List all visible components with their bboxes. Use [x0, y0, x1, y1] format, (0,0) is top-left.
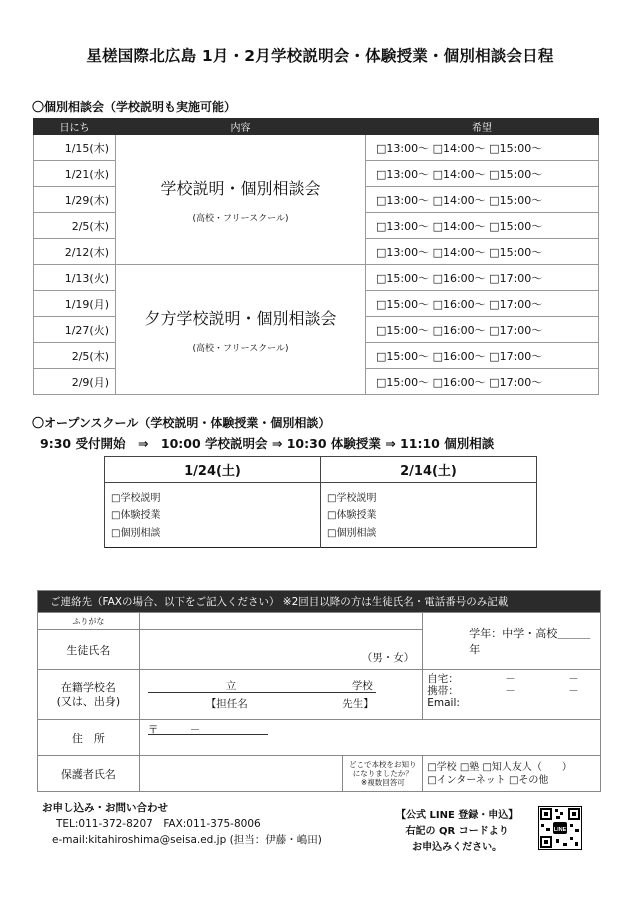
- address-field[interactable]: [139, 720, 600, 756]
- open-school-flow: 9:30 受付開始 ⇒ 10:00 学校説明会 ⇒ 10:30 体験授業 ⇒ 11:10 個別相談: [40, 436, 495, 451]
- session-date: 2/9(月): [34, 369, 116, 395]
- page-title: 星槎国際北広島 1月・2月学校説明会・体験授業・個別相談会日程: [86, 47, 554, 65]
- time-slot-checkboxes[interactable]: □13:00～ □14:00～ □15:00～: [366, 161, 599, 187]
- contact-info: [42, 800, 322, 848]
- session-date: 1/27(火): [34, 317, 116, 343]
- time-slot-checkboxes[interactable]: □13:00～ □14:00～ □15:00～: [366, 239, 599, 265]
- open-school-table: [104, 456, 537, 548]
- guardian-name-label: 保護者氏名: [38, 756, 140, 792]
- time-slot-checkboxes[interactable]: □15:00～ □16:00～ □17:00～: [366, 265, 599, 291]
- furigana-label: ふりがな: [38, 613, 140, 630]
- contact-email[interactable]: e-mail:kitahiroshima@seisa.ed.jp (担当：伊藤・嶋田): [52, 834, 322, 846]
- referral-options-line2: □インターネット □その他: [427, 774, 549, 786]
- school-name-label-line2: (又は、出身): [56, 694, 121, 708]
- referral-question-line2: になりましたか？: [352, 769, 413, 778]
- option-consultation[interactable]: □個別相談: [321, 523, 537, 547]
- consultation-schedule-table: [33, 118, 599, 395]
- time-slot-checkboxes[interactable]: □15:00～ □16:00～ □17:00～: [366, 369, 599, 395]
- table-row: [34, 265, 599, 291]
- session-date: 1/19(月): [34, 291, 116, 317]
- address-label: 住 所: [38, 720, 140, 756]
- school-name-label: [38, 670, 140, 720]
- student-name-label: 生徒氏名: [38, 630, 140, 670]
- open-date-2: 2/14(土): [321, 457, 537, 483]
- email-label: Email:: [427, 697, 460, 709]
- teacher-name: 【担任名 先生】: [205, 698, 374, 710]
- consultation-heading: 〇個別相談会（学校説明も実施可能）: [32, 100, 237, 114]
- session-subtitle: (高校・フリースクール): [192, 213, 289, 224]
- session-date: 2/5(木): [34, 343, 116, 369]
- session-date: 1/21(水): [34, 161, 116, 187]
- time-slot-checkboxes[interactable]: □13:00～ □14:00～ □15:00～: [366, 213, 599, 239]
- open-date-1: 1/24(土): [105, 457, 321, 483]
- school-name-label-line1: 在籍学校名: [60, 680, 116, 694]
- session-content: [116, 265, 366, 395]
- grade-field[interactable]: 学年：中学・高校＿＿＿年: [423, 613, 601, 670]
- time-slot-checkboxes[interactable]: □15:00～ □16:00～ □17:00～: [366, 343, 599, 369]
- session-date: 2/5(木): [34, 213, 116, 239]
- school-name-field[interactable]: [139, 670, 422, 720]
- postal-underline: [148, 734, 268, 735]
- col-preference-header: 希望: [366, 119, 599, 135]
- option-trial-class[interactable]: □体験授業: [321, 505, 537, 523]
- school-gakko: 学校: [351, 680, 373, 692]
- referral-question-note: ※複数回答可: [360, 778, 405, 787]
- mobile-phone-dash: － －: [505, 685, 579, 697]
- option-school-explanation[interactable]: □学校説明: [321, 483, 537, 506]
- contact-info-heading: お申し込み・お問い合わせ: [42, 802, 168, 814]
- session-date: 2/12(木): [34, 239, 116, 265]
- option-consultation[interactable]: □個別相談: [105, 523, 321, 547]
- referral-options[interactable]: [423, 756, 601, 792]
- line-signup-line2: 右記の QR コードより: [405, 826, 509, 837]
- furigana-field[interactable]: [139, 613, 422, 630]
- session-content: [116, 135, 366, 265]
- line-signup-info: [396, 808, 518, 856]
- svg-text:LINE: LINE: [553, 827, 567, 833]
- contact-form: [37, 590, 601, 792]
- referral-question: [343, 756, 423, 792]
- table-row: [34, 135, 599, 161]
- line-signup-line3: お申込みください。: [412, 842, 503, 853]
- postal-code: 〒 －: [147, 724, 201, 736]
- session-date: 1/29(木): [34, 187, 116, 213]
- contact-tel-fax: TEL:011-372-8207 FAX:011-375-8006: [56, 818, 261, 830]
- session-date: 1/13(火): [34, 265, 116, 291]
- student-name-field[interactable]: （男・女）: [139, 630, 422, 670]
- referral-question-line1: どこで本校をお知り: [349, 760, 417, 769]
- time-slot-checkboxes[interactable]: □15:00～ □16:00～ □17:00～: [366, 317, 599, 343]
- home-phone-dash: － －: [505, 673, 579, 685]
- col-date-header: 日にち: [34, 119, 116, 135]
- school-ritsu: 立: [225, 680, 237, 692]
- col-content-header: 内容: [116, 119, 366, 135]
- phone-email-field[interactable]: [423, 670, 601, 720]
- time-slot-checkboxes[interactable]: □13:00～ □14:00～ □15:00～: [366, 135, 599, 161]
- line-signup-line1: 【公式 LINE 登録・申込】: [396, 810, 519, 821]
- time-slot-checkboxes[interactable]: □13:00～ □14:00～ □15:00～: [366, 187, 599, 213]
- session-date: 1/15(木): [34, 135, 116, 161]
- time-slot-checkboxes[interactable]: □15:00～ □16:00～ □17:00～: [366, 291, 599, 317]
- home-phone-label: 自宅：: [427, 673, 459, 685]
- option-school-explanation[interactable]: □学校説明: [105, 483, 321, 506]
- option-trial-class[interactable]: □体験授業: [105, 505, 321, 523]
- guardian-name-field[interactable]: [139, 756, 343, 792]
- contact-header: ご連絡先（FAXの場合、以下をご記入ください） ※2回目以降の方は生徒氏名・電話番号のみ記載: [38, 591, 601, 613]
- mobile-phone-label: 携帯：: [427, 685, 459, 697]
- line-qr-code-icon[interactable]: [538, 806, 582, 850]
- session-title: 夕方学校説明・個別相談会: [144, 308, 337, 328]
- school-underline: [148, 692, 376, 693]
- session-subtitle: (高校・フリースクール): [192, 343, 289, 354]
- open-school-heading: 〇オープンスクール（学校説明・体験授業・個別相談）: [32, 416, 331, 430]
- referral-options-line1: □学校 □塾 □知人友人（ ）: [427, 761, 572, 773]
- session-title: 学校説明・個別相談会: [160, 178, 321, 198]
